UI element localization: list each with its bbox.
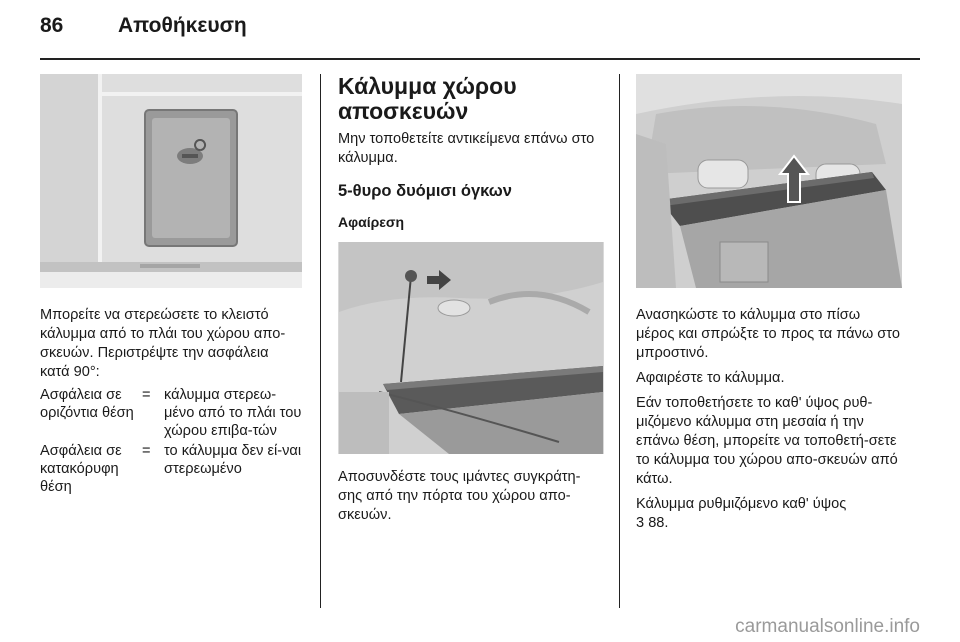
subsection-heading: 5-θυρο δυόμισι όγκων (338, 182, 512, 200)
def-term: Ασφάλεια σε οριζόντια θέση (40, 387, 134, 421)
column-divider (619, 74, 620, 608)
page-header (40, 14, 247, 44)
strap-figure (338, 242, 604, 454)
paragraph-install: Εάν τοποθετήσετε το καθ' ύψος ρυθ-μιζόμενο κάλυμμα στη μεσαία ή την επάνω θέση, μπορείτε να τοποθετή-σετε το κάλυμμα του χώρου απο-σκευών από κάτω. (636, 395, 898, 487)
column-3 (636, 74, 902, 533)
page-ref-symbol: 3 (636, 515, 645, 531)
sub-subsection-heading: Αφαίρεση (338, 214, 405, 230)
reference-text: Κάλυμμα ρυθμιζόμενο καθ' ύψος (636, 496, 847, 512)
section-heading: Κάλυμμα χώρου αποσκευών (338, 73, 517, 124)
def-equals: = (142, 443, 151, 459)
warning-paragraph: Μην τοποθετείτε αντικείμενα επάνω στο κάλυμμα. (338, 131, 595, 166)
paragraph-lift: Ανασηκώστε το κάλυμμα στο πίσω μέρος και σπρώξτε το προς τα πάνω στο μπροστινό. (636, 307, 900, 361)
def-desc: το κάλυμμα δεν εί-ναι στερεωμένο (164, 443, 302, 477)
caption-paragraph: Αποσυνδέστε τους ιμάντες συγκράτη-σης από την πόρτα του χώρου απο-σκευών. (338, 469, 581, 523)
column-2 (338, 74, 604, 525)
def-desc: κάλυμμα στερεω-μένο από το πλάι του χώρου επιβα-τών (164, 387, 302, 439)
lock-figure (40, 74, 302, 288)
tailgate-strap-illustration (338, 242, 604, 454)
lock-position-table (40, 386, 302, 498)
column-1 (40, 74, 302, 498)
reference-page-link[interactable]: 88. (648, 515, 669, 531)
cover-figure (636, 74, 902, 288)
paragraph-remove: Αφαιρέστε το κάλυμμα. (636, 370, 785, 386)
def-term: Ασφάλεια σε κατακόρυφη θέση (40, 443, 122, 495)
def-equals: = (142, 387, 151, 403)
header-rule (40, 58, 920, 60)
intro-paragraph: Μπορείτε να στερεώσετε το κλειστό κάλυμμα από το πλάι του χώρου απο-σκευών. Περιστρέψτε την ασφάλεια κατά 90°: (40, 307, 286, 380)
page-number: 86 (40, 14, 64, 37)
side-lock-illustration (40, 74, 302, 288)
column-divider (320, 74, 321, 608)
paragraph-reference (636, 495, 902, 533)
section-title: Αποθήκευση (118, 14, 247, 37)
luggage-cover-illustration (636, 74, 902, 288)
watermark: carmanualsonline.info (735, 616, 920, 637)
